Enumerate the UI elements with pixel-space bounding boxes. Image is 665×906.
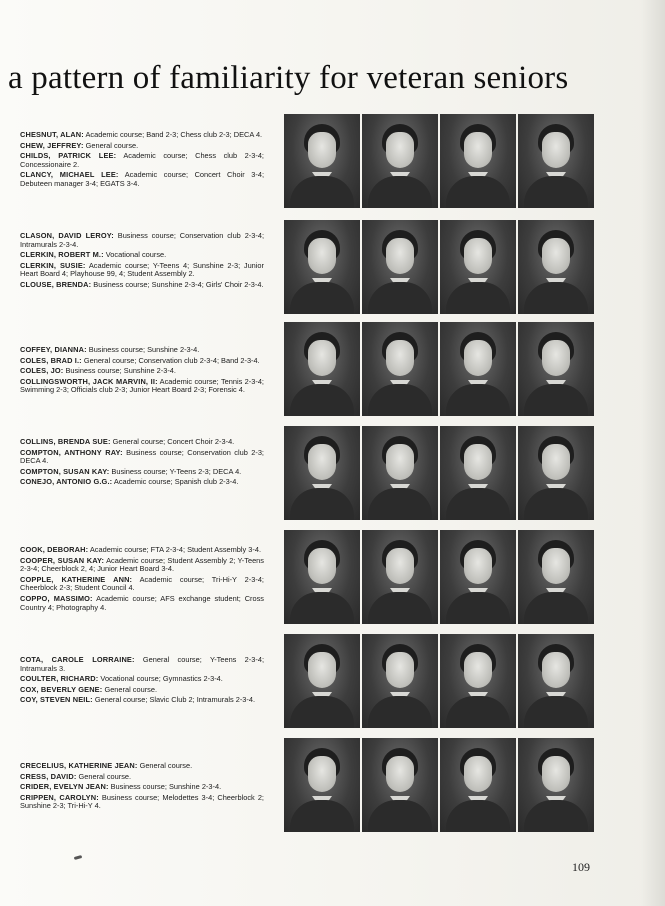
page-heading: a pattern of familiarity for veteran seniors [8,60,569,96]
student-name: CLERKIN, ROBERT M.: [20,250,104,260]
student-entry [20,478,264,487]
student-name: CRIPPEN, CAROLYN: [20,792,99,802]
student-name: CLANCY, MICHAEL LEE: [20,170,119,180]
student-portrait [518,322,594,416]
student-activities: Academic course; Tri-Hi-Y 2-3-4; Cheerblock 2-3; Student Council 4. [20,574,264,593]
student-entry [20,773,264,782]
student-portrait [284,634,360,728]
student-activities: General course. [102,684,158,694]
student-activities: Business course; Sunshine 2-3-4; Girls' Choir 2-3-4. [91,279,264,289]
student-entry [20,675,264,684]
student-portrait [440,322,516,416]
student-activities: General course. [83,140,139,150]
student-portrait [362,220,438,314]
student-portrait [518,738,594,832]
student-name: COMPTON, SUSAN KAY: [20,466,110,476]
student-entry [20,696,264,705]
student-activities: General course; Concert Choir 2-3-4. [110,437,235,446]
student-entry [20,686,264,695]
student-name: CLERKIN, SUSIE: [20,260,86,270]
student-activities: Business course; Conservation club 2-3-4; Intramurals 2-3-4. [20,231,264,249]
student-entry [20,762,264,771]
student-name: COMPTON, ANTHONY RAY: [20,447,123,457]
student-activities: General course; Y-Teens 2-3-4; Intramurals 3. [20,655,264,673]
student-portrait [440,530,516,624]
student-entry [20,576,264,593]
student-activities: Academic course; Tennis 2-3-4; Swimming 2-3; Officials club 2-3; Junior Heart Board 2-3; Forensic 4. [20,376,264,395]
student-entry [20,794,264,811]
student-portrait [440,114,516,208]
text-block-row-4 [20,438,264,489]
student-name: COFFEY, DIANNA: [20,345,87,354]
student-portrait [362,530,438,624]
student-name: COLES, JO: [20,366,64,376]
student-name: COTA, CAROLE LORRAINE: [20,655,135,664]
student-entry [20,378,264,395]
student-activities: Academic course; Concert Choir 3-4; Debuteen manager 3-4; EGATS 3-4. [20,170,265,188]
text-block-row-7 [20,762,264,813]
student-entry [20,557,264,574]
student-name: CHEW, JEFFREY: [20,140,84,150]
student-portrait [362,426,438,520]
student-name: CONEJO, ANTONIO G.G.: [20,477,113,487]
student-entry [20,449,264,466]
student-activities: Academic course; Chess club 2-3-4; Concessionaire 2. [20,151,264,169]
text-block-row-2 [20,232,264,292]
student-name: COOK, DEBORAH: [20,545,89,554]
student-name: CRECELIUS, KATHERINE JEAN: [20,761,138,770]
student-portrait [284,530,360,624]
student-name: CLOUSE, BRENDA: [20,279,92,289]
student-entry [20,546,264,555]
student-entry [20,468,264,477]
student-entry [20,357,264,366]
student-activities: General course. [76,771,132,781]
student-activities: Business course; Sunshine 2-3-4. [63,366,176,376]
student-portrait [440,738,516,832]
student-name: CHESNUT, ALAN: [20,130,84,139]
student-entry [20,656,264,673]
student-entry [20,367,264,376]
student-name: COLLINS, BRENDA SUE: [20,437,111,446]
student-name: COULTER, RICHARD: [20,674,99,684]
student-activities: Academic course; Band 2-3; Chess club 2-3; DECA 4. [83,130,263,139]
student-name: COLES, BRAD I.: [20,355,82,365]
text-block-row-3 [20,346,264,397]
student-portrait [362,634,438,728]
student-name: CRESS, DAVID: [20,771,77,781]
student-activities: Academic course; Y-Teens 4; Sunshine 2-3; Junior Heart Board 4; Playhouse 99, 4; Student Assembly 2. [20,260,265,279]
student-activities: Business course; Sunshine 2-3-4. [86,345,200,354]
student-portrait [284,426,360,520]
student-entry [20,262,264,279]
student-portrait [518,530,594,624]
student-portrait [440,220,516,314]
student-entry [20,131,264,140]
student-activities: Academic course; Spanish club 2-3-4. [112,477,239,487]
text-block-row-1 [20,131,264,191]
student-portrait [284,738,360,832]
student-activities: General course; Conservation club 2-3-4; Band 2-3-4. [81,355,260,365]
student-entry [20,232,264,249]
page-number: 109 [572,860,590,874]
student-activities: Business course; Sunshine 2-3-4. [108,782,222,792]
student-portrait [440,426,516,520]
student-entry [20,438,264,447]
student-activities: Academic course; Student Assembly 2; Y-Teens 2-3-4; Cheerblock 2, 4; Junior Heart Board 3-4. [20,555,264,574]
student-portrait [362,114,438,208]
student-name: COPPO, MASSIMO: [20,593,93,603]
student-entry [20,171,264,188]
student-entry [20,281,264,290]
student-entry [20,595,264,612]
text-block-row-6 [20,656,264,707]
student-activities: Vocational course; Gymnastics 2-3-4. [98,674,223,684]
student-activities: Academic course; AFS exchange student; Cross Country 4; Photography 4. [20,593,265,612]
student-entry [20,251,264,260]
student-portrait [284,114,360,208]
student-name: COLLINGSWORTH, JACK MARVIN, II: [20,376,158,386]
student-name: CLASON, DAVID LEROY: [20,231,114,240]
student-entry [20,783,264,792]
student-activities: Vocational course. [103,250,167,260]
student-activities: Business course; Conservation club 2-3; DECA 4. [20,447,264,466]
student-portrait [518,426,594,520]
student-activities: Business course; Y-Teens 2-3; DECA 4. [109,466,242,476]
student-activities: General course; Slavic Club 2; Intramurals 2-3-4. [92,695,256,705]
student-portrait [362,738,438,832]
student-name: COX, BEVERLY GENE: [20,684,103,694]
student-name: CRIDER, EVELYN JEAN: [20,782,109,792]
student-activities: Academic course; FTA 2-3-4; Student Assembly 3-4. [88,545,262,554]
page-binding-shadow [641,0,665,906]
student-portrait [518,114,594,208]
student-name: COY, STEVEN NEIL: [20,695,93,705]
student-portrait [518,634,594,728]
student-portrait [284,322,360,416]
print-smudge [74,855,83,860]
student-name: COPPLE, KATHERINE ANN: [20,574,133,584]
student-entry [20,152,264,169]
student-entry [20,346,264,355]
text-block-row-5 [20,546,264,614]
student-portrait [284,220,360,314]
student-activities: Business course; Melodettes 3-4; Cheerblock 2; Sunshine 2-3; Tri-Hi-Y 4. [20,792,264,811]
student-entry [20,142,264,151]
student-portrait [440,634,516,728]
student-name: CHILDS, PATRICK LEE: [20,151,117,161]
student-portrait [362,322,438,416]
student-name: COOPER, SUSAN KAY: [20,555,105,565]
student-activities: General course. [137,761,193,770]
student-portrait [518,220,594,314]
